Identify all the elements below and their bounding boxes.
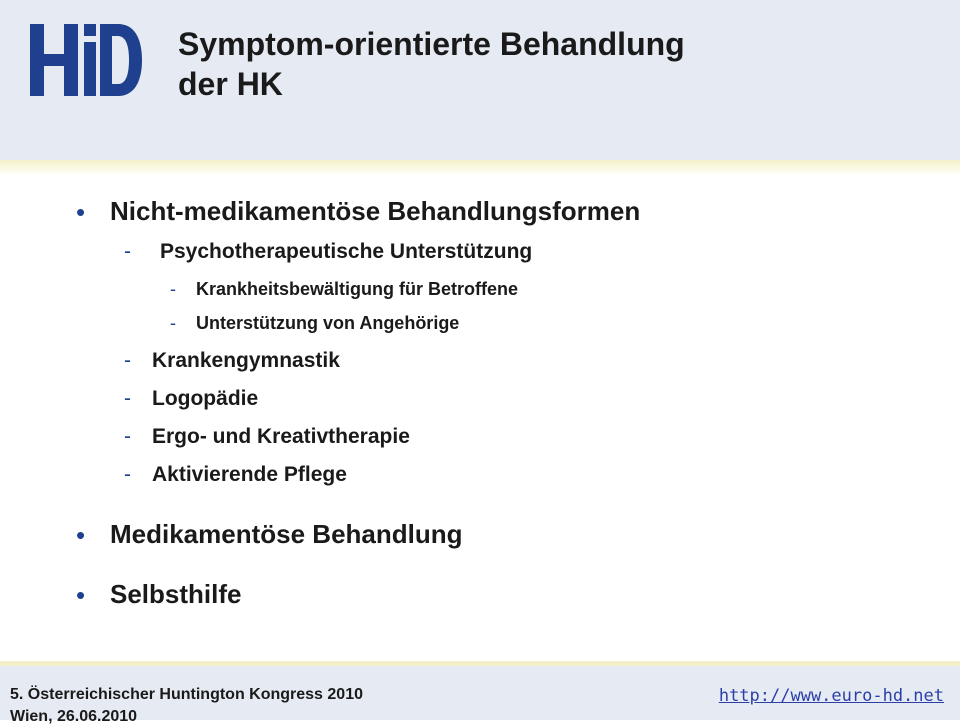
sub-sub-item-coping: Krankheitsbewältigung für Betroffene [196, 279, 519, 299]
sub-sub-item-relatives-support: Unterstützung von Angehörige [196, 313, 460, 333]
bullet-item-non-drug-treatment: Nicht-medikamentöse Behandlungsformen [110, 196, 641, 226]
sub-item-physiotherapy: Krankengymnastik [152, 349, 340, 372]
dash-marker: - [124, 240, 131, 263]
bullet-item-self-help: Selbsthilfe [110, 579, 242, 609]
dash-marker: - [124, 387, 131, 410]
dash-marker: - [170, 313, 176, 333]
footer-event-info [10, 684, 363, 728]
dash-marker: - [124, 425, 131, 448]
header-accent-rule [0, 160, 960, 176]
footer-date-location: Wien, 26.06.2010 [10, 708, 138, 725]
slide-title-line-1: Symptom-orientierte Behandlung [178, 26, 685, 62]
slide-title [178, 24, 938, 104]
dash-marker: - [170, 279, 176, 299]
bullet-marker: • [76, 520, 86, 550]
bullet-marker: • [76, 197, 86, 227]
bullet-marker: • [76, 580, 86, 610]
bullet-item-drug-treatment: Medikamentöse Behandlung [110, 519, 463, 549]
dash-marker: - [124, 349, 131, 372]
footer-congress-name: 5. Österreichischer Huntington Kongress 2010 [10, 686, 363, 703]
sub-item-psychotherapy: Psychotherapeutische Unterstützung [160, 240, 533, 263]
sub-item-occupational-therapy: Ergo- und Kreativtherapie [152, 425, 410, 448]
hd-logo [30, 24, 142, 96]
euro-hd-link[interactable]: http://www.euro-hd.net [718, 686, 944, 706]
dash-marker: - [124, 463, 131, 486]
sub-item-activating-care: Aktivierende Pflege [152, 463, 347, 486]
sub-item-speech-therapy: Logopädie [152, 387, 259, 410]
slide-title-line-2: der HK [178, 66, 283, 102]
